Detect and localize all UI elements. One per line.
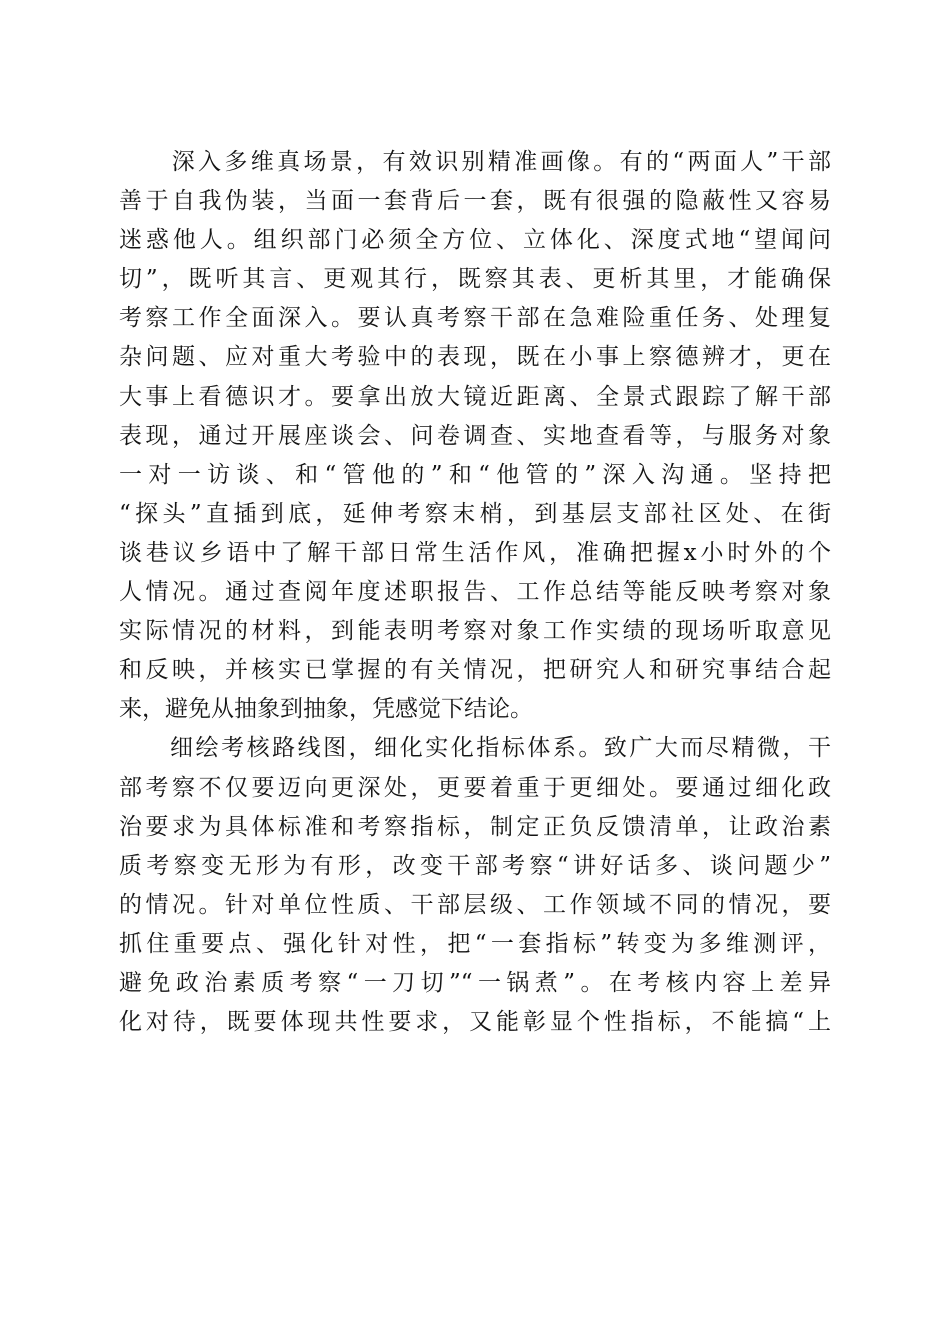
text-line: 大事上看德识才。要拿出放大镜近距离、全景式跟踪了解干部: [119, 383, 831, 410]
text-line: 化对待，既要体现共性要求，又能彰显个性指标，不能搞“上: [119, 1009, 831, 1036]
text-line: 质考察变无形为有形，改变干部考察“讲好话多、谈问题少”: [119, 852, 831, 879]
text-line: 迷惑他人。组织部门必须全方位、立体化、深度式地“望闻问: [119, 227, 831, 254]
paragraph-2: [119, 729, 831, 1042]
text-line: 善于自我伪装，当面一套背后一套，既有很强的隐蔽性又容易: [119, 188, 831, 215]
text-line: 细绘考核路线图，细化实化指标体系。致广大而尽精微，干: [119, 735, 831, 762]
text-line: 来，避免从抽象到抽象，凭感觉下结论。: [119, 696, 533, 723]
text-line: 和反映，并核实已掌握的有关情况，把研究人和研究事结合起: [119, 657, 831, 684]
text-line: 深入多维真场景，有效识别精准画像。有的“两面人”干部: [119, 149, 831, 175]
text-line: 的情况。针对单位性质、干部层级、工作领域不同的情况，要: [119, 891, 831, 918]
text-line: 治要求为具体标准和考察指标，制定正负反馈清单，让政治素: [119, 813, 831, 840]
text-line: 谈巷议乡语中了解干部日常生活作风，准确把握x小时外的个: [119, 539, 831, 566]
body-text: [119, 143, 831, 1042]
text-line: 人情况。通过查阅年度述职报告、工作总结等能反映考察对象: [119, 579, 831, 606]
text-line: 抓住重要点、强化针对性，把“一套指标”转变为多维测评，: [119, 930, 831, 957]
text-line: 切”，既听其言、更观其行，既察其表、更析其里，才能确保: [119, 266, 831, 293]
text-line: 避免政治素质考察“一刀切”“一锅煮”。在考核内容上差异: [119, 969, 831, 996]
text-line: 一对一访谈、和“管他的”和“他管的”深入沟通。坚持把: [119, 461, 831, 488]
text-line: 实际情况的材料，到能表明考察对象工作实绩的现场听取意见: [119, 618, 831, 645]
text-line: 杂问题、应对重大考验中的表现，既在小事上察德辨才，更在: [119, 344, 831, 371]
text-line: “探头”直插到底，延伸考察末梢，到基层支部社区处、在街: [119, 500, 831, 527]
text-line: 部考察不仅要迈向更深处，更要着重于更细处。要通过细化政: [119, 774, 831, 801]
paragraph-1: [119, 143, 831, 729]
text-line: 表现，通过开展座谈会、问卷调查、实地查看等，与服务对象: [119, 422, 831, 449]
text-line: 考察工作全面深入。要认真考察干部在急难险重任务、处理复: [119, 305, 831, 332]
